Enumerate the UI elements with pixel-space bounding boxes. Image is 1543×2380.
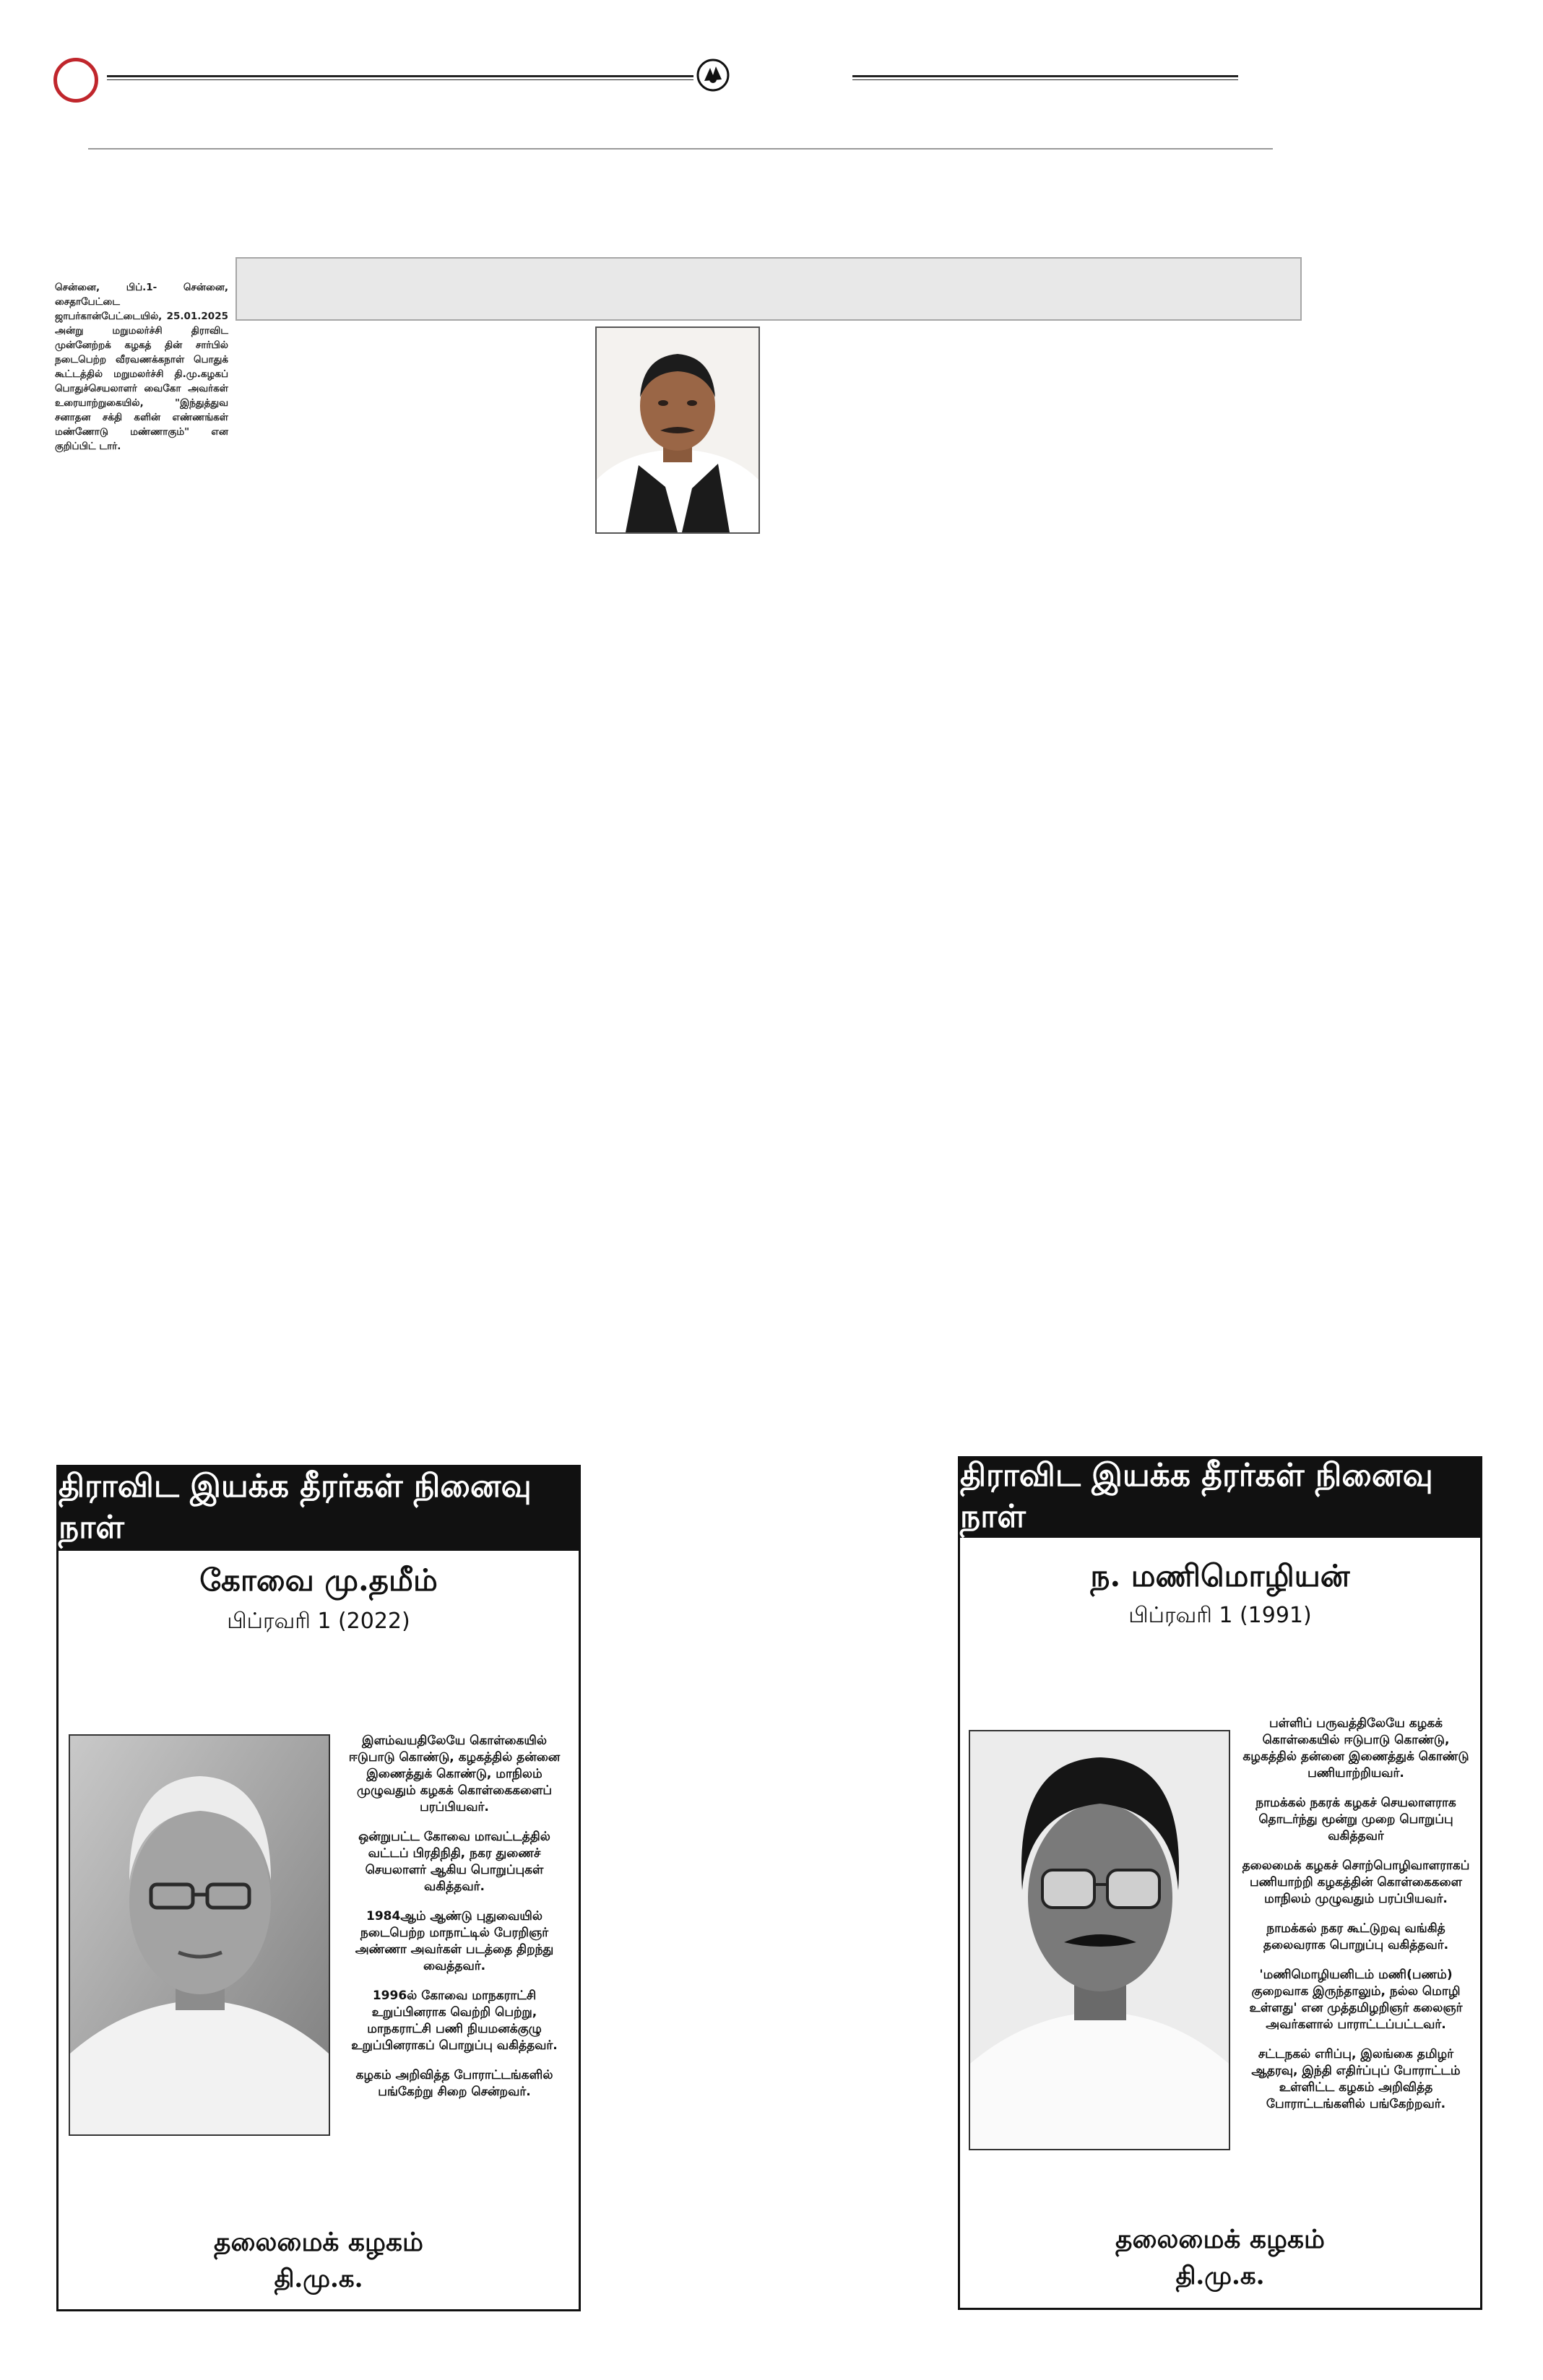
bio-paragraph: இளம்வயதிலேயே கொள்கையில் ஈடுபாடு கொண்டு, கழகத்தில் தன்னை இணைத்துக் கொண்டு, மாநிலம் முழுவதும் கழகக் கொள்கைகளைப் பரப்பியவர். (348, 1734, 561, 1814)
ad-banner-title: திராவிட இயக்க தீரர்கள் நினைவு நாள் (960, 1458, 1480, 1538)
memorial-ad-2 (958, 1456, 1482, 2310)
honoree-photo (969, 1730, 1230, 2150)
honoree-photo (69, 1734, 330, 2136)
bio-paragraph: 'மணிமொழியனிடம் மணி(பணம்) குறைவாக இருந்தாலும், நல்ல மொழி உள்ளது' என முத்தமிழறிஞர் கலைஞர் அவர்களால் பாராட்டப்பட்டவர். (1249, 1968, 1463, 2032)
ad-bio-text (1236, 1715, 1476, 2126)
news-portrait-photo (595, 326, 760, 534)
bio-paragraph: நாமக்கல் நகரக் கழகச் செயலாளராக தொடர்ந்து மூன்று முறை பொறுப்பு வகித்தவர் (1255, 1796, 1456, 1843)
honoree-name: கோவை மு.தமீம் (199, 1562, 438, 1598)
masthead-rule-right (852, 75, 1238, 80)
ad-bio-text (339, 1733, 570, 2113)
header-divider (88, 148, 1273, 150)
bio-paragraph: சட்டநகல் எரிப்பு, இலங்கை தமிழர் ஆதரவு, இந்தி எதிர்ப்புப் போராட்டம் உள்ளிட்ட கழகம் அறிவித்த போராட்டங்களில் பங்கேற்றவர். (1251, 2047, 1461, 2111)
headline-box (235, 257, 1302, 321)
bio-paragraph: தலைமைக் கழகச் சொற்பொழிவாளராகப் பணியாற்றி கழகத்தின் கொள்கைகளை மாநிலம் முழுவதும் பரப்பியவர். (1242, 1858, 1470, 1906)
bio-paragraph: பள்ளிப் பருவத்திலேயே கழகக் கொள்கையில் ஈடுபாடு கொண்டு, கழகத்தில் தன்னை இணைத்துக் கொண்டு பணியாற்றியவர். (1242, 1716, 1469, 1780)
memorial-date: பிப்ரவரி 1 (2022) (227, 1609, 410, 1634)
ad-banner-title: திராவிட இயக்க தீரர்கள் நினைவு நாள் (59, 1467, 579, 1551)
bio-paragraph: 1984ஆம் ஆண்டு புதுவையில் நடைபெற்ற மாநாட்டில் பேரறிஞர் அண்ணா அவர்கள் படத்தை திறந்து வைத்தவர். (355, 1909, 554, 1973)
ad-footer-party: தி.மு.க. (1175, 2262, 1265, 2290)
masthead-rule-left (107, 75, 693, 80)
ad-footer-party: தி.மு.க. (274, 2264, 363, 2293)
memorial-date: பிப்ரவரி 1 (1991) (1128, 1603, 1312, 1628)
ad-footer-org: தலைமைக் கழகம் (214, 2227, 423, 2257)
bio-paragraph: நாமக்கல் நகர கூட்டுறவு வங்கித் தலைவராக பொறுப்பு வகித்தவர். (1263, 1921, 1449, 1952)
memorial-ad-1 (56, 1465, 581, 2311)
left-column-article: சென்னை, பிப்.1- சென்னை, சைதாபேட்டை ஜாபர்கான்பேட்டையில், 25.01.2025 அன்று மறுமலர்ச்சி திராவிட முன்னேற்றக் கழகத் தின் சார்பில் நடைபெற்ற வீரவணக்கநாள் பொதுக் கூட்டத்தில் மறுமலர்ச்சி தி.மு.கழகப் பொதுச்செயலாளர் வைகோ அவர்கள் உரையாற்றுகையில், "இந்துத்துவ சனாதன சக்தி களின் எண்ணங்கள் மண்ணோடு மண்ணாகும்" என குறிப்பிட் டார். (55, 282, 228, 452)
bio-paragraph: ஒன்றுபட்ட கோவை மாவட்டத்தில் வட்டப் பிரதிநிதி, நகர துணைச் செயலாளர் ஆகிய பொறுப்புகள் வகித்தவர். (358, 1830, 550, 1894)
honoree-name: ந. மணிமொழியன் (1090, 1558, 1350, 1593)
bio-paragraph: 1996ல் கோவை மாநகராட்சி உறுப்பினராக வெற்றி பெற்று, மாநகராட்சி பணி நியமனக்குழு உறுப்பினராகப் பொறுப்பு வகித்தவர். (351, 1989, 558, 2053)
newspaper-logo-circle (53, 58, 98, 103)
bio-paragraph: கழகம் அறிவித்த போராட்டங்களில் பங்கேற்று சிறை சென்றவர். (355, 2068, 553, 2099)
rising-sun-emblem-icon (696, 58, 730, 92)
ad-footer-org: தலைமைக் கழகம் (1115, 2224, 1325, 2254)
